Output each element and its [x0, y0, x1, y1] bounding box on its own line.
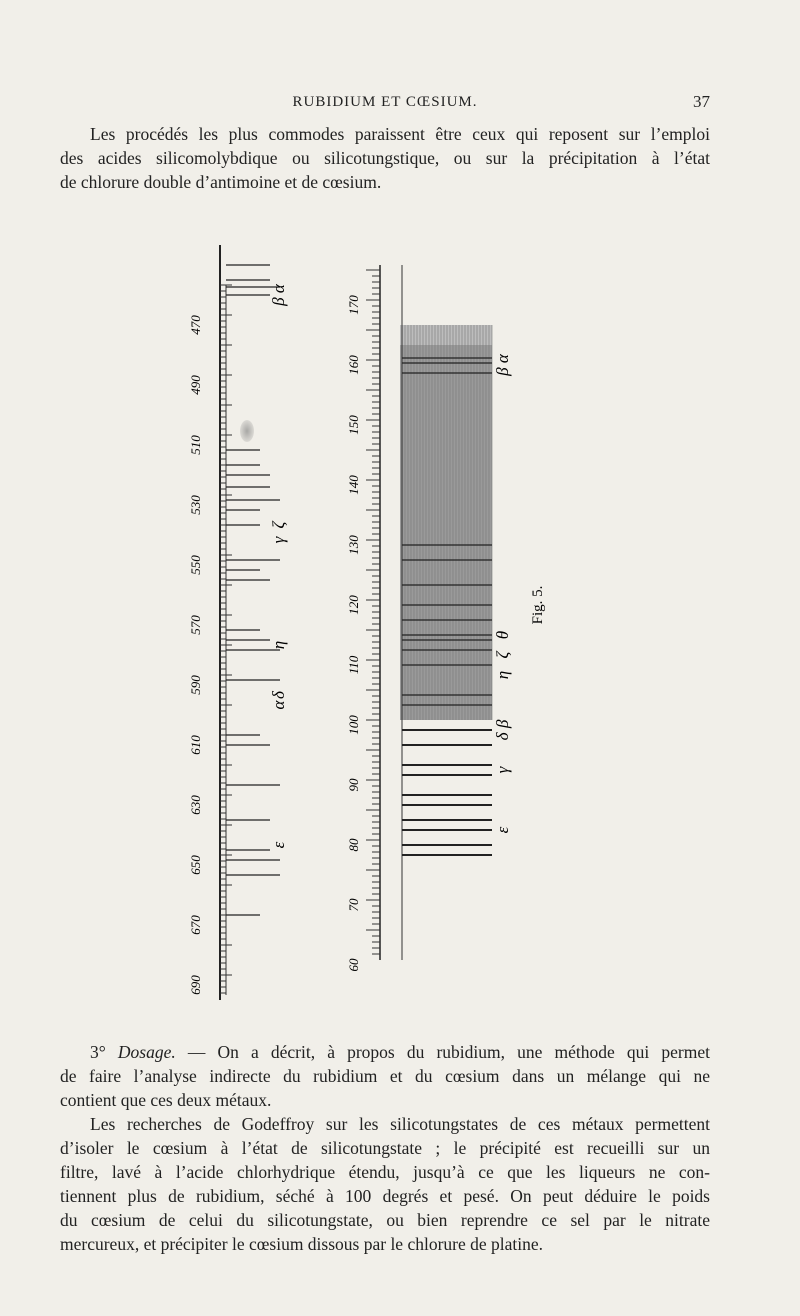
paragraph-dosage	[60, 1040, 710, 1112]
left-scale-number: 550	[188, 555, 203, 575]
section-title: Dosage.	[117, 1042, 176, 1062]
left-scale-number: 610	[188, 735, 203, 755]
left-scale-number: 570	[188, 615, 203, 635]
ink-smudge	[240, 420, 254, 442]
left-scale-number: 530	[188, 495, 203, 515]
right-scale-number: 130	[346, 535, 361, 555]
page-header	[60, 90, 710, 116]
right-scale-number: 80	[346, 838, 361, 852]
left-scale-number: 650	[188, 855, 203, 875]
right-scale-number: 120	[346, 595, 361, 615]
right-scale-numbers	[346, 295, 361, 972]
text-line: des acides silicomolybdique ou silicotungstique, ou sur la précipitation à l’état	[60, 148, 710, 168]
text-fragment: — On a décrit, à propos du rubidium, une méthode qui permet	[175, 1042, 710, 1062]
left-scale-number: 670	[188, 915, 203, 935]
left-spectral-lines	[226, 265, 288, 915]
text-line: Les recherches de Godeffroy sur les silicotungstates de ces métaux permettent	[90, 1114, 710, 1134]
right-line-label: η	[493, 670, 512, 680]
right-scale-number: 90	[346, 778, 361, 792]
right-scale-number: 100	[346, 715, 361, 735]
right-line-label: ε	[493, 826, 512, 834]
left-scale-number: 690	[188, 975, 203, 995]
text-line: de chlorure double d’antimoine et de cœsium.	[60, 172, 382, 192]
text-line: filtre, lavé à l’acide chlorhydrique étendu, jusqu’à ce que les liqueurs ne con-	[60, 1162, 710, 1182]
left-line-label: ζ	[269, 521, 288, 529]
text-line: Les procédés les plus commodes paraissent être ceux qui reposent sur l’emploi	[90, 124, 710, 144]
running-title: RUBIDIUM ET CŒSIUM.	[292, 94, 478, 110]
text-line	[60, 1040, 710, 1064]
left-scale-number: 490	[188, 375, 203, 395]
left-line-label: γ	[269, 536, 288, 544]
right-scale-number: 150	[346, 415, 361, 435]
left-line-label: ε	[269, 841, 288, 849]
right-scale-ticks	[366, 270, 380, 954]
right-scale-number: 140	[346, 475, 361, 495]
right-scale-number: 160	[346, 355, 361, 375]
page-number: 37	[693, 92, 710, 111]
text-line: du cœsium de celui du silicotungstate, ou bien reprendre ce sel par le nitrate	[60, 1210, 710, 1230]
left-scale-number: 630	[188, 795, 203, 815]
spectrum-diagram	[180, 225, 580, 1035]
right-scale-number: 60	[346, 958, 361, 972]
right-scale-number: 110	[346, 655, 361, 675]
left-line-label: β α	[269, 284, 288, 306]
figure-caption: Fig. 5.	[530, 585, 546, 625]
left-scale-number: 510	[188, 435, 203, 455]
right-line-label: θ	[493, 630, 512, 640]
left-scale-numbers	[188, 315, 203, 1035]
text-line: d’isoler le cœsium à l’état de silicotungstate ; le précipité est recueilli sur un	[60, 1138, 710, 1158]
right-line-label: ζ	[493, 651, 512, 659]
right-line-label: β α	[493, 354, 512, 376]
left-line-label: η	[269, 640, 288, 650]
text-line: de faire l’analyse indirecte du rubidium et du cœsium dans un mélange qui ne	[60, 1066, 710, 1086]
right-scale-number: 170	[346, 295, 361, 315]
spectrum-figure	[180, 225, 580, 1035]
right-line-label: δ β	[493, 719, 512, 741]
paragraph-godeffroy	[60, 1112, 710, 1256]
left-line-label: α	[269, 700, 288, 710]
right-line-label: γ	[493, 766, 512, 774]
left-scale-number: 470	[188, 315, 203, 335]
text-line: contient que ces deux métaux.	[60, 1090, 272, 1110]
left-line-label: δ	[269, 691, 288, 699]
left-scale-number: 590	[188, 675, 203, 695]
paragraph-procedes	[60, 122, 710, 194]
text-line: mercureux, et précipiter le cœsium dissous par le chlorure de platine.	[60, 1234, 544, 1254]
section-number: 3°	[90, 1042, 106, 1062]
text-line: tiennent plus de rubidium, séché à 100 degrés et pesé. On peut déduire le poids	[60, 1186, 710, 1206]
right-scale-number: 70	[346, 898, 361, 912]
